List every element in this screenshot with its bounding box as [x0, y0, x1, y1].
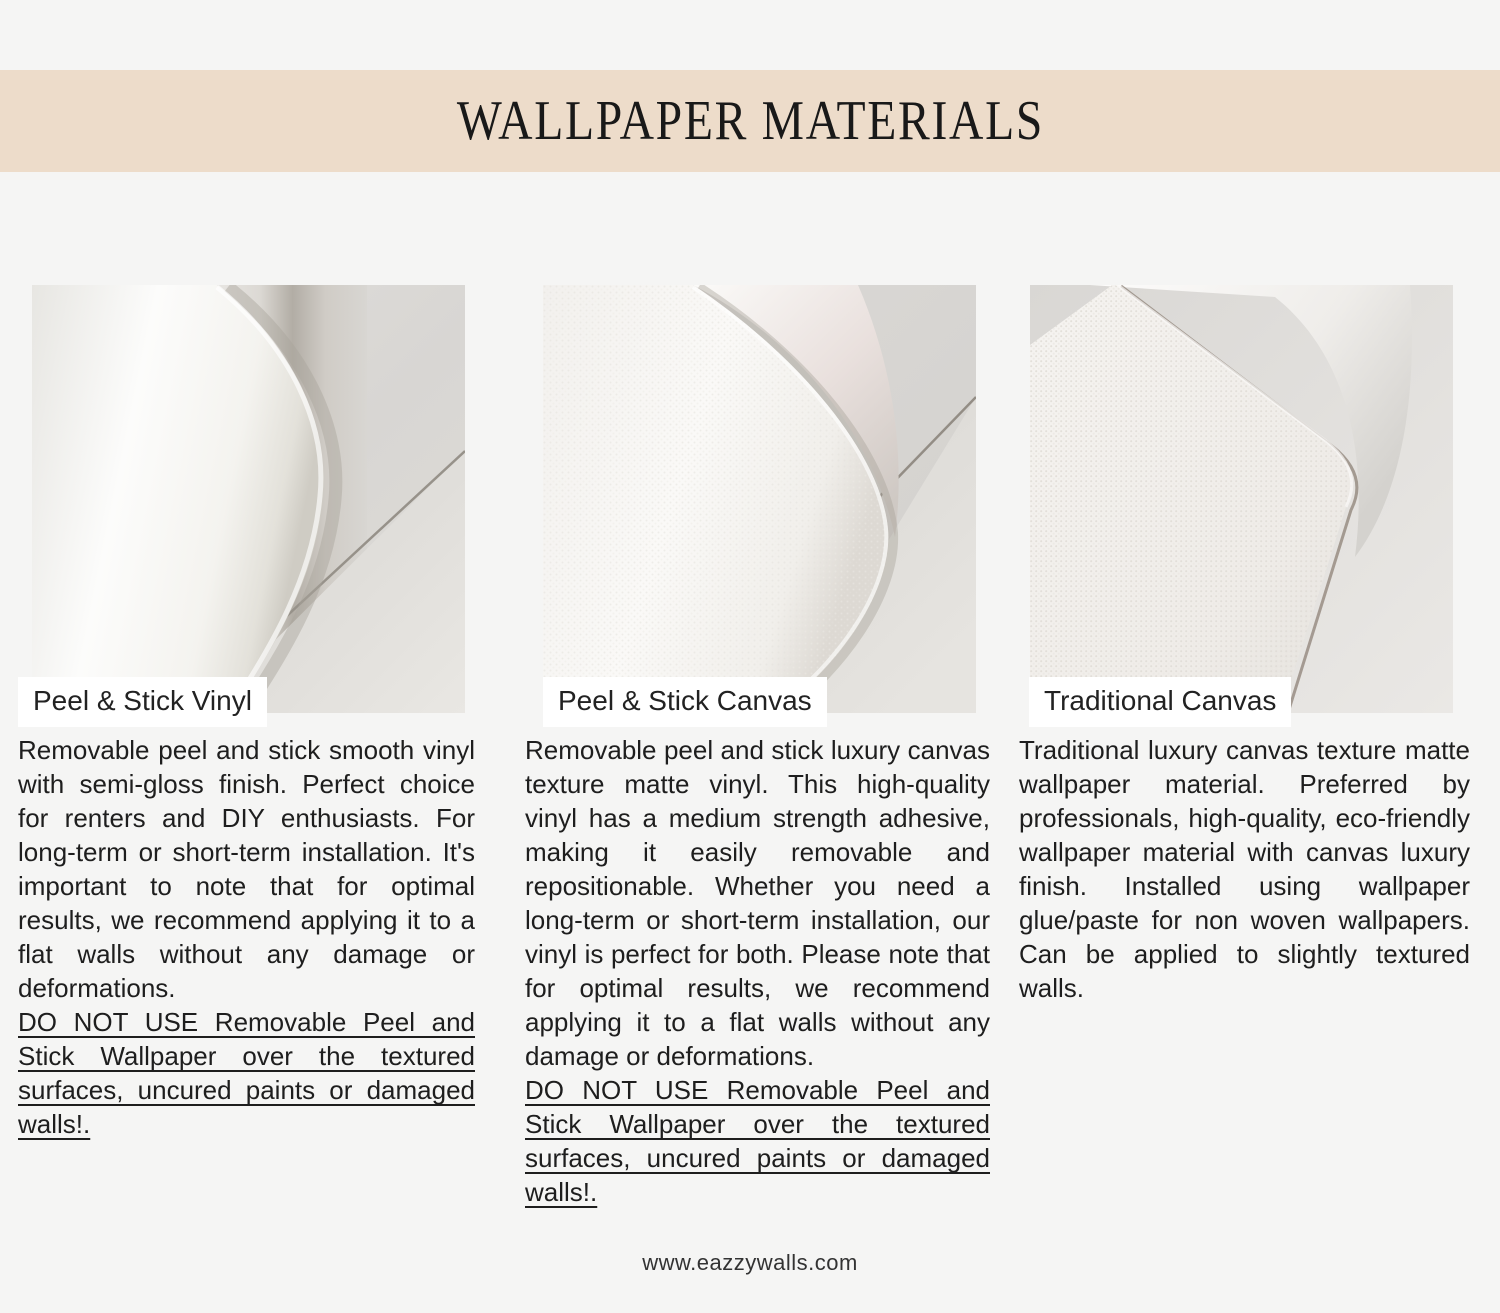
canvas-vinyl-curl-illustration	[543, 285, 976, 713]
peel-stick-vinyl-sample-image	[32, 285, 465, 713]
website-url: www.eazzywalls.com	[642, 1250, 858, 1275]
material-label-traditional-canvas: Traditional Canvas	[1029, 677, 1291, 727]
peel-stick-canvas-sample-image	[543, 285, 976, 713]
page-title: WALLPAPER MATERIALS	[456, 90, 1044, 152]
material-description: Removable peel and stick luxury canvas texture matte vinyl. This high-quality vinyl has a medium strength adhesive, making it easily removable and repositionable. Whether you need a long-term or short-term installation, our vinyl is perfect for both. Please note that for optimal results, we recommend applying it to a flat walls without any damage or deformations.	[525, 735, 990, 1071]
material-text-block	[1019, 733, 1470, 1005]
traditional-canvas-sample-image	[1030, 285, 1453, 713]
traditional-canvas-curl-illustration	[1030, 285, 1453, 713]
material-warning: DO NOT USE Removable Peel and Stick Wallpaper over the textured surfaces, uncured paints or damaged walls!.	[18, 1007, 475, 1139]
material-description: Traditional luxury canvas texture matte wallpaper material. Preferred by professionals, high-quality, eco-friendly wallpaper material with canvas luxury finish. Installed using wallpaper glue/paste for non woven wallpapers. Can be applied to slightly textured walls.	[1019, 735, 1470, 1003]
material-warning: DO NOT USE Removable Peel and Stick Wallpaper over the textured surfaces, uncured paints or damaged walls!.	[525, 1075, 990, 1207]
material-label-peel-stick-vinyl: Peel & Stick Vinyl	[18, 677, 267, 727]
material-text-block	[525, 733, 990, 1209]
material-description: Removable peel and stick smooth vinyl with semi-gloss finish. Perfect choice for renters and DIY enthusiasts. For long-term or short-term installation. It's important to note that for optimal results, we recommend applying it to a flat walls without any damage or deformations.	[18, 735, 475, 1003]
material-label-peel-stick-canvas: Peel & Stick Canvas	[543, 677, 827, 727]
page-footer	[0, 1250, 1500, 1276]
smooth-vinyl-curl-illustration	[32, 285, 465, 713]
material-text-block	[18, 733, 475, 1141]
header-band	[0, 70, 1500, 172]
